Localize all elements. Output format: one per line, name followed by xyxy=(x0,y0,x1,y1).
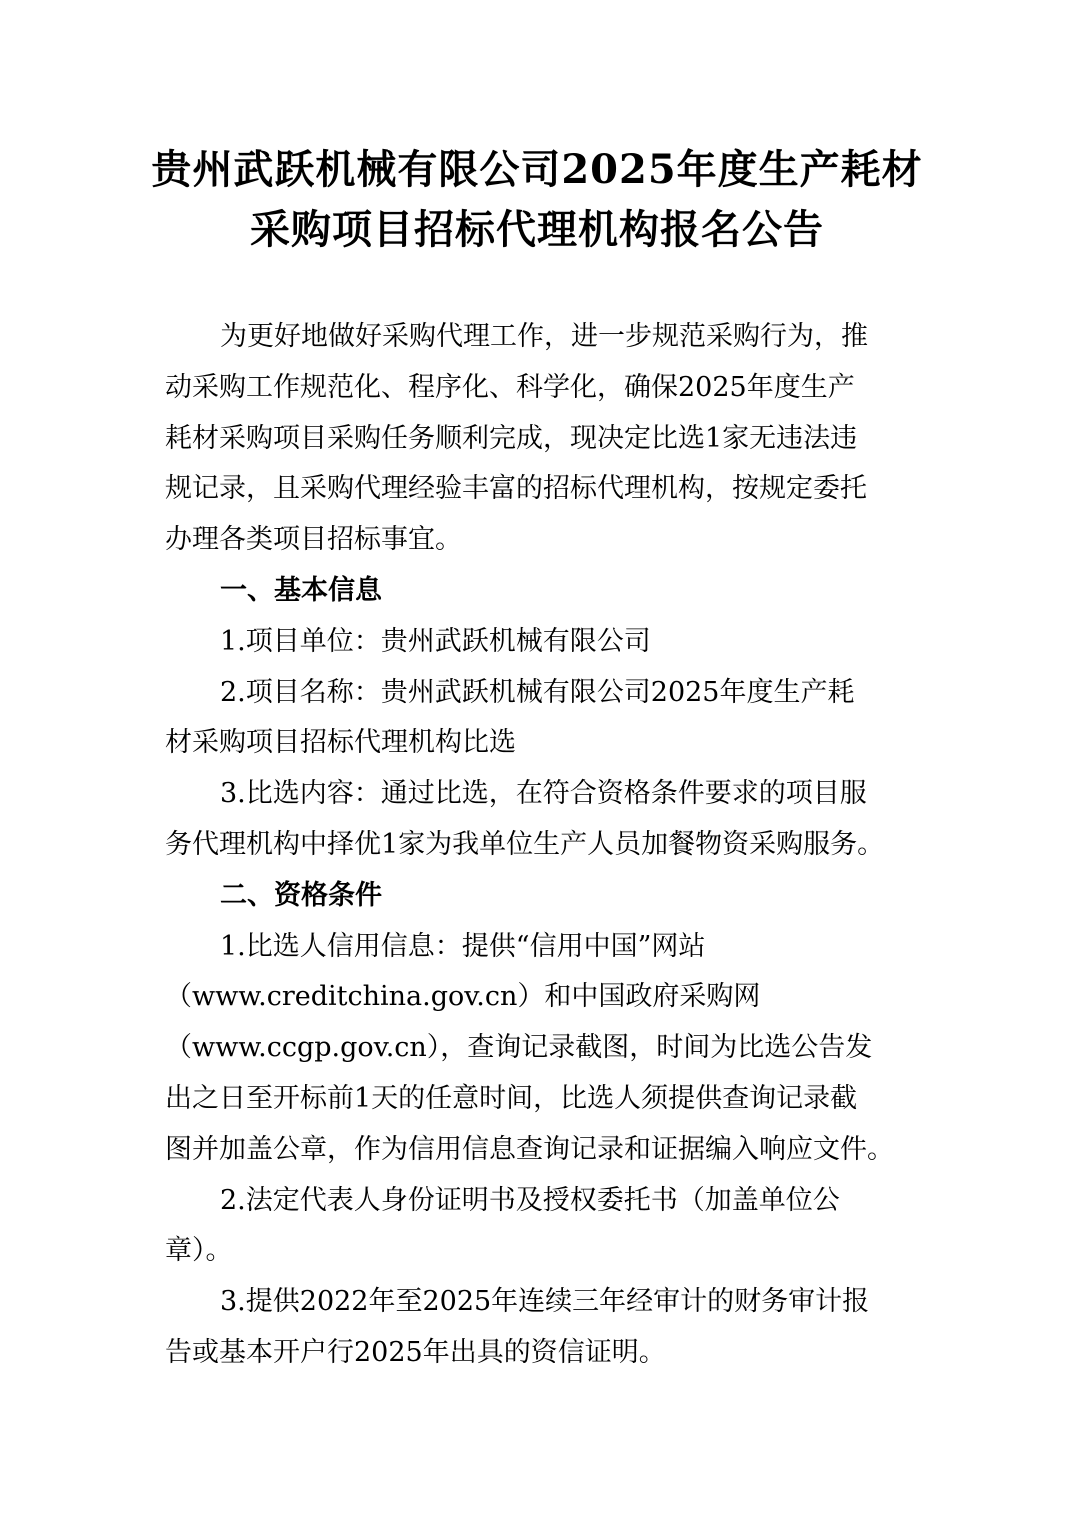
document-title-line-2: 采购项目招标代理机构报名公告 xyxy=(250,206,824,253)
qualification-item-2 xyxy=(165,1176,917,1278)
basic-info-item-3 xyxy=(165,769,917,871)
text-line: 告或基本开户行2025年出具的资信证明。 xyxy=(165,1336,666,1368)
document-title-line-1: 贵州武跃机械有限公司2025年度生产耗材 xyxy=(151,146,923,193)
text-line: 2.项目名称：贵州武跃机械有限公司2025年度生产耗 xyxy=(220,676,855,708)
intro-paragraph xyxy=(165,312,917,566)
text-line: 2.法定代表人身份证明书及授权委托书（加盖单位公 xyxy=(220,1184,840,1216)
text-line: （www.ccgp.gov.cn），查询记录截图，时间为比选公告发 xyxy=(165,1032,873,1064)
text-line: 规记录，且采购代理经验丰富的招标代理机构，按规定委托 xyxy=(165,473,867,505)
text-line: 为更好地做好采购代理工作，进一步规范采购行为，推 xyxy=(220,321,868,352)
text-line: 出之日至开标前1天的任意时间，比选人须提供查询记录截 xyxy=(165,1082,858,1114)
qualification-item-1 xyxy=(165,922,917,1176)
basic-info-item-2 xyxy=(165,668,917,770)
text-line: 章）。 xyxy=(165,1235,233,1267)
text-line: 耗材采购项目采购任务顺利完成，现决定比选1家无违法违 xyxy=(165,422,858,454)
text-line: 办理各类项目招标事宜。 xyxy=(165,524,462,556)
text-line: 3.提供2022年至2025年连续三年经审计的财务审计报 xyxy=(220,1286,870,1318)
qualification-item-3 xyxy=(165,1277,917,1379)
basic-info-item-1 xyxy=(165,617,917,668)
text-line: 材采购项目招标代理机构比选 xyxy=(165,727,516,759)
text-line: （www.creditchina.gov.cn）和中国政府采购网 xyxy=(165,981,761,1013)
section-heading-qualifications: 二、资格条件 xyxy=(220,879,382,911)
text-line: 3.比选内容：通过比选，在符合资格条件要求的项目服 xyxy=(220,778,867,810)
text-line: 务代理机构中择优1家为我单位生产人员加餐物资采购服务。 xyxy=(165,828,885,860)
text-line: 1.比选人信用信息：提供“信用中国”网站 xyxy=(220,930,706,962)
section-heading-basic-info: 一、基本信息 xyxy=(220,574,382,606)
text-line: 动采购工作规范化、程序化、科学化，确保2025年度生产 xyxy=(165,371,855,403)
text-line: 图并加盖公章，作为信用信息查询记录和证据编入响应文件。 xyxy=(165,1133,894,1165)
text-line: 1.项目单位：贵州武跃机械有限公司 xyxy=(220,625,651,657)
document-body xyxy=(165,312,917,1379)
